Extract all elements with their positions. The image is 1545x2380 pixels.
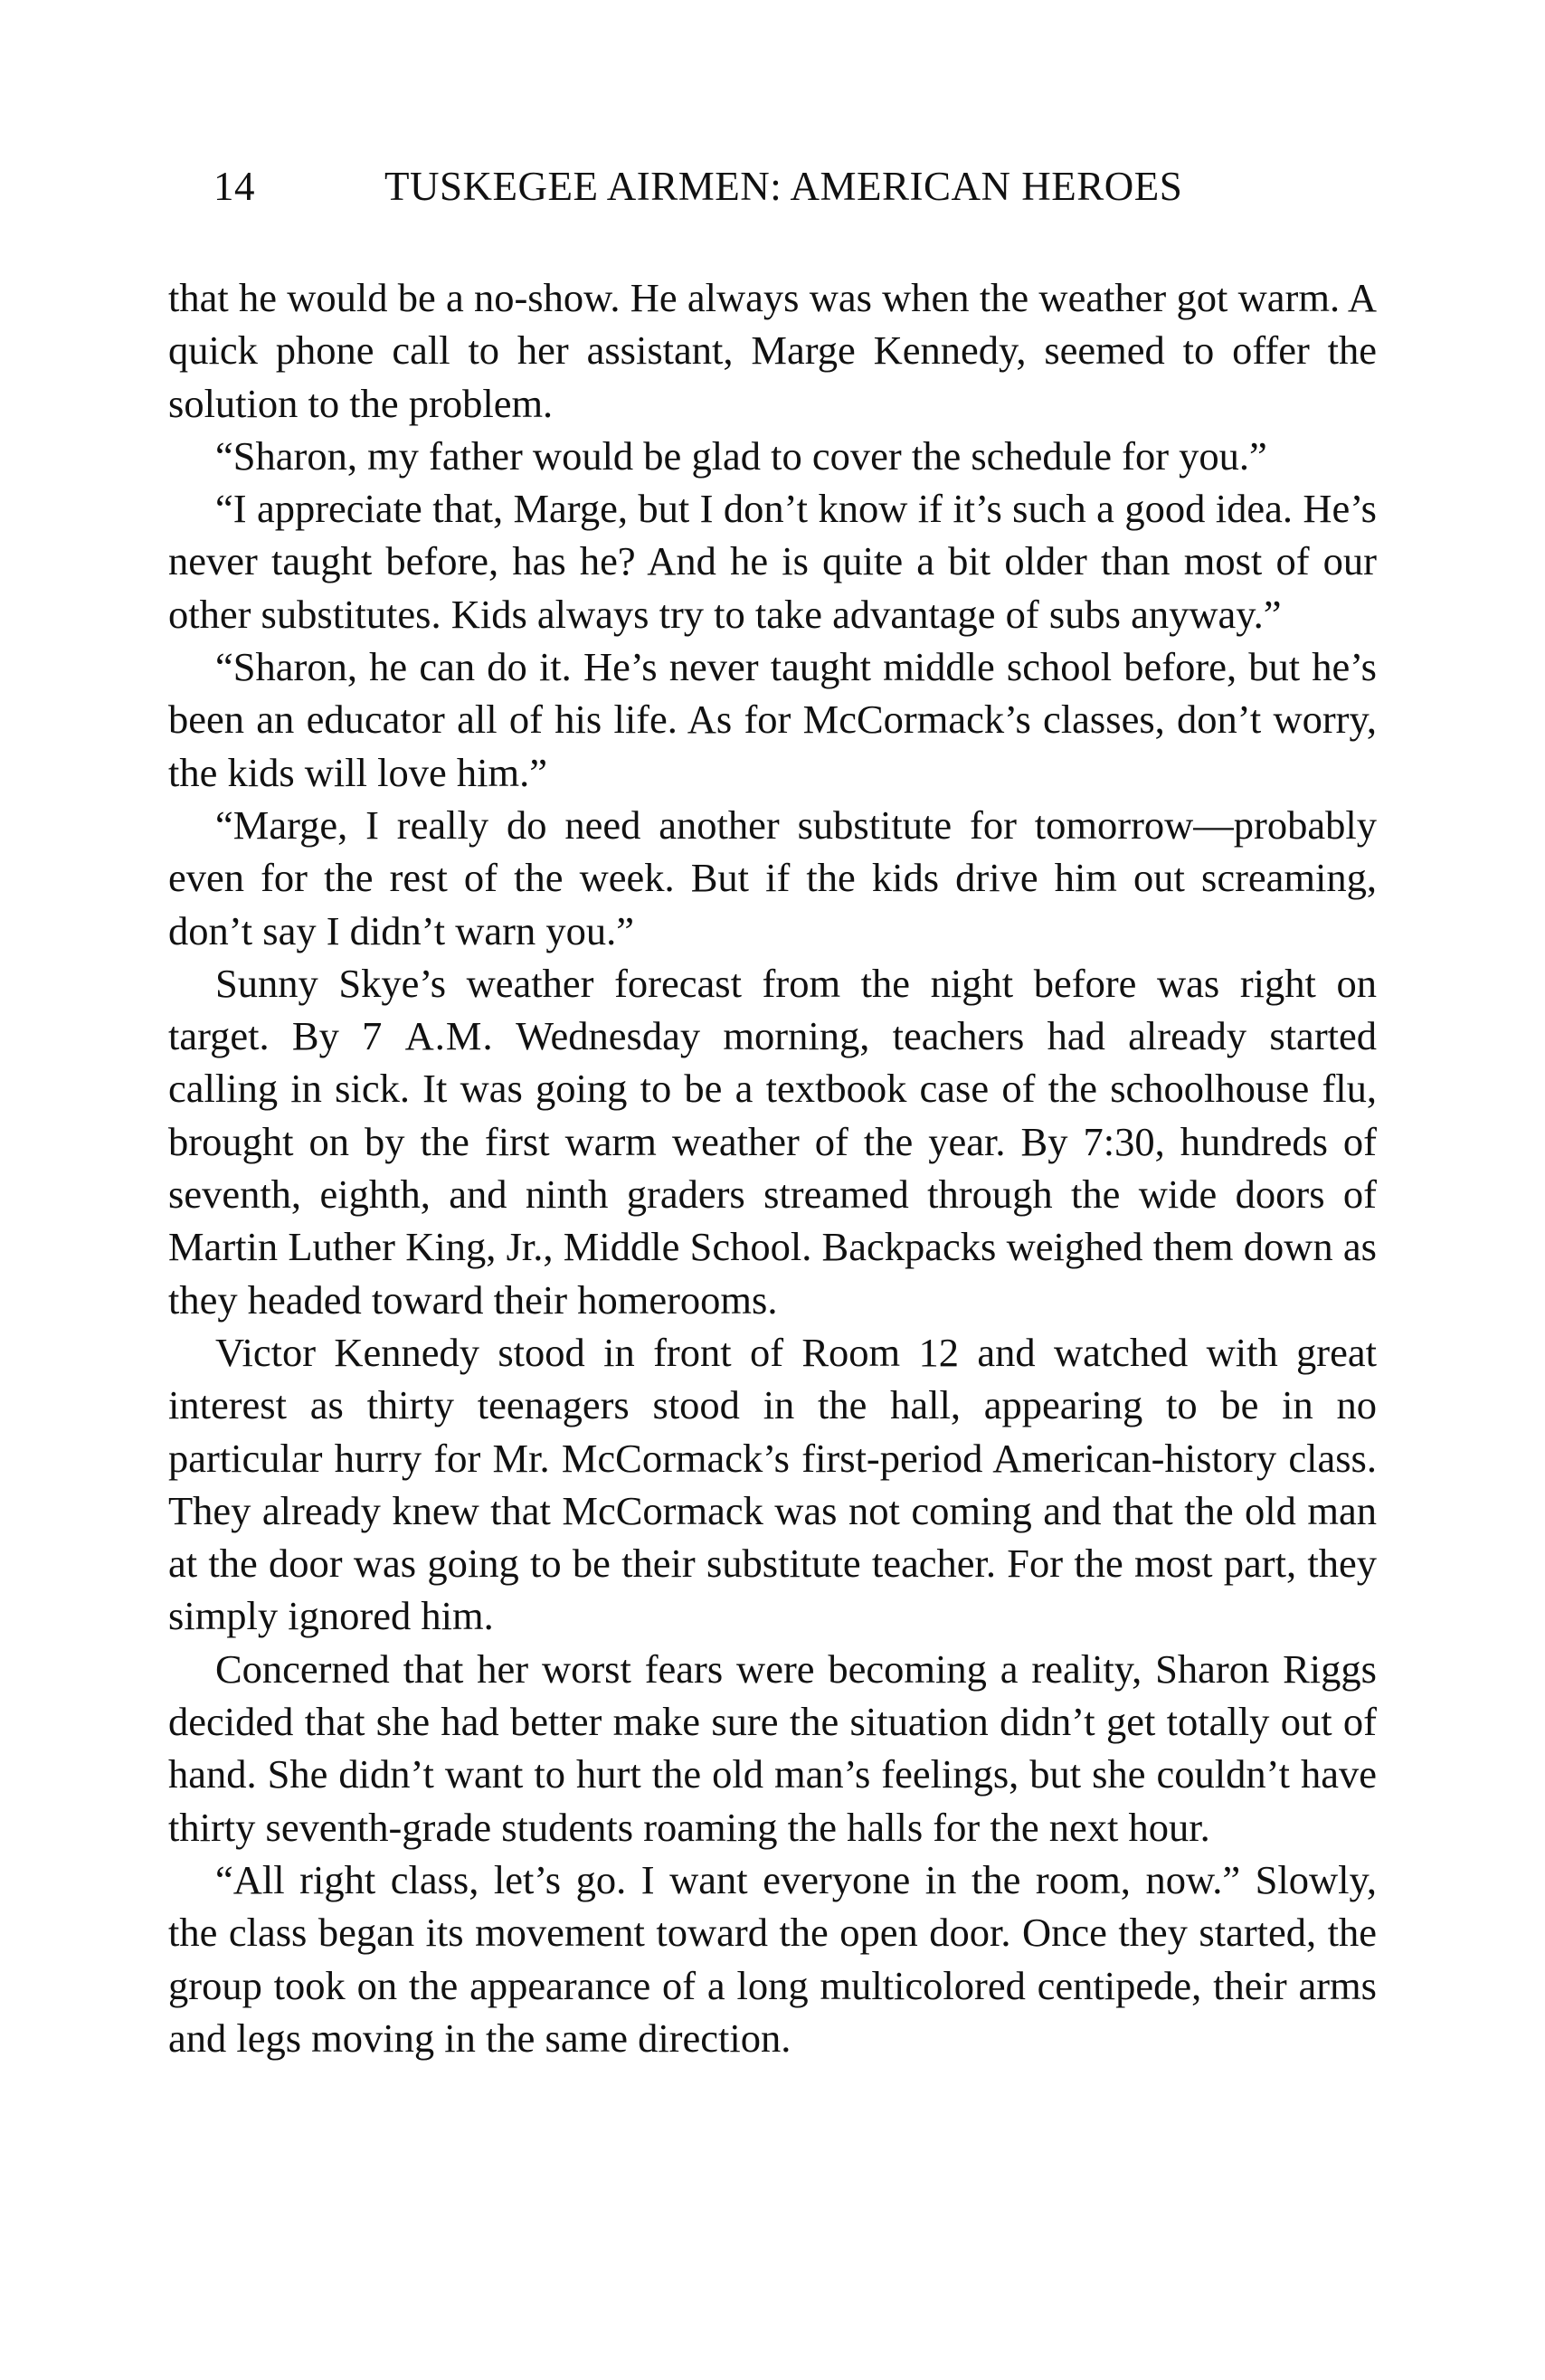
body-text <box>168 271 1377 2064</box>
running-head <box>213 159 1389 213</box>
paragraph-sharon-riggs: Concerned that her worst fears were becoming a reality, Sharon Riggs decided that she had better make sure the situation didn’t get totally out of hand. She didn’t want to hurt the old man’s feelings, but she couldn’t have thirty seventh-grade students roaming the halls for the next hour. <box>168 1645 1377 1850</box>
book-title: TUSKEGEE AIRMEN: AMERICAN HEROES <box>384 164 1183 209</box>
paragraph-victor-kennedy: Victor Kennedy stood in front of Room 12 and watched with great interest as thirty teenagers stood in the hall, appearing to be in no particular hurry for Mr. McCormack’s first-period American-history class. They already knew that McCormack was not coming and that the old man at the door was going to be their substitute teacher. For the most part, they simply ignored him. <box>168 1329 1377 1639</box>
paragraph-continued: that he would be a no-show. He always was when the weather got warm. A quick phone call to her assistant, Marge Kennedy, seemed to offer the solution to the problem. <box>168 275 1377 426</box>
time-abbreviation: A.M. <box>404 1013 494 1059</box>
text-segment: Wednesday morning, teachers had already started calling in sick. It was going to be a textbook case of the schoolhouse flu, brought on by the first warm weather of the year. By 7:30, hundreds of seventh, eighth, and ninth graders streamed through the wide doors of Martin Luther King, Jr., Middle School. Backpacks weighed them down as they headed toward their homerooms. <box>168 1013 1377 1323</box>
paragraph-dialogue-sharon-agree: “Marge, I really do need another substitute for tomorrow—probably even for the rest of the week. But if the kids drive him out screaming, don’t say I didn’t warn you.” <box>168 801 1377 953</box>
paragraph-class-moves: “All right class, let’s go. I want everyone in the room, now.” Slowly, the class began its movement toward the open door. Once they started, the group took on the appearance of a long multicolored centipede, their arms and legs moving in the same direction. <box>168 1856 1377 2061</box>
paragraph-dialogue-sharon-doubt: “I appreciate that, Marge, but I don’t know if it’s such a good idea. He’s never taught before, has he? And he is quite a bit older than most of our other substitutes. Kids always try to take advantage of subs anyway.” <box>168 486 1377 637</box>
paragraph-dialogue-marge-offer: “Sharon, my father would be glad to cover the schedule for you.” <box>215 432 1267 479</box>
page-number: 14 <box>213 164 255 209</box>
text-segment: Sunny Skye’s weather forecast from the night before was right on target. By 7 <box>168 960 1377 1059</box>
paragraph-weather-forecast <box>168 957 1377 1326</box>
paragraph-dialogue-marge-reassure: “Sharon, he can do it. He’s never taught middle school before, but he’s been an educator all of his life. As for McCormack’s classes, don’t worry, the kids will love him.” <box>168 644 1377 795</box>
